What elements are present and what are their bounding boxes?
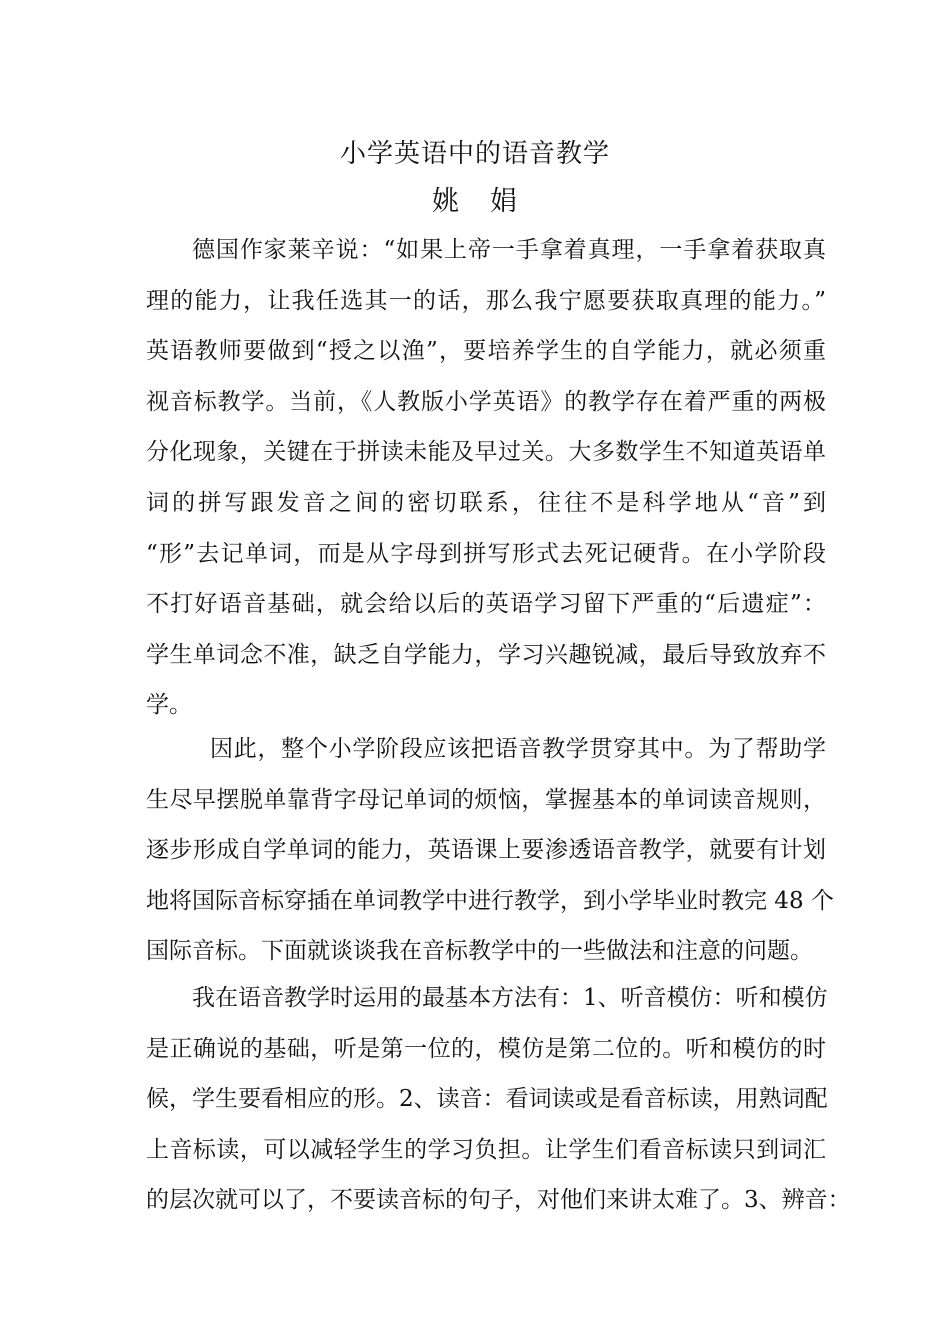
paragraph-2 [146,724,834,977]
paragraph-line: 因此，整个小学阶段应该把语音教学贯穿其中。为了帮助学 [210,736,826,762]
paragraph-line: 词的拼写跟发音之间的密切联系，往往不是科学地从“音”到 [146,489,826,516]
paragraph-line: “形”去记单词，而是从字母到拼写形式去死记硬背。在小学阶段 [146,540,826,567]
paragraph-line: 上音标读，可以减轻学生的学习负担。让学生们看音标读只到词汇 [146,1136,826,1163]
paragraph-line: 是正确说的基础，听是第一位的，模仿是第二位的。听和模仿的时 [146,1035,826,1062]
paragraph-line: 生尽早摆脱单靠背字母记单词的烦恼，掌握基本的单词读音规则， [146,786,826,813]
paragraph-line: 地将国际音标穿插在单词教学中进行教学，到小学毕业时教完 48 个 [146,887,834,914]
paragraph-line: 分化现象，关键在于拼读未能及早过关。大多数学生不知道英语单 [146,439,826,466]
paragraph-line: 视音标教学。当前，《人教版小学英语》的教学存在着严重的两极 [146,388,826,415]
paragraph-3 [146,973,851,1226]
paragraph-line: 不打好语音基础，就会给以后的英语学习留下严重的“后遗症”： [146,591,826,618]
paragraph-1 [146,225,826,731]
paragraph-line: 候，学生要看相应的形。2、读音：看词读或是看音标读，用熟词配 [146,1086,828,1113]
document-title: 小学英语中的语音教学 [339,139,610,169]
author-surname: 姚 [432,186,460,217]
paragraph-line: 逐步形成自学单词的能力，英语课上要渗透语音教学，就要有计划 [146,837,826,864]
paragraph-line: 学生单词念不准，缺乏自学能力，学习兴趣锐减，最后导致放弃不 [146,641,826,668]
paragraph-line: 理的能力，让我任选其一的话，那么我宁愿要获取真理的能力。” [146,287,826,314]
paragraph-line: 德国作家莱辛说：“如果上帝一手拿着真理，一手拿着获取真 [192,237,826,263]
author-given-name: 娟 [490,186,518,217]
paragraph-line: 的层次就可以了，不要读音标的句子，对他们来讲太难了。3、辨音： [146,1187,851,1214]
paragraph-line: 英语教师要做到“授之以渔”，要培养学生的自学能力，就必须重 [146,338,826,365]
paragraph-line: 学。 [146,692,192,719]
paragraph-line: 国际音标。下面就谈谈我在音标教学中的一些做法和注意的问题。 [146,938,813,965]
paragraph-line: 我在语音教学时运用的最基本方法有：1、听音模仿：听和模仿 [192,985,828,1011]
author-name [0,184,950,220]
